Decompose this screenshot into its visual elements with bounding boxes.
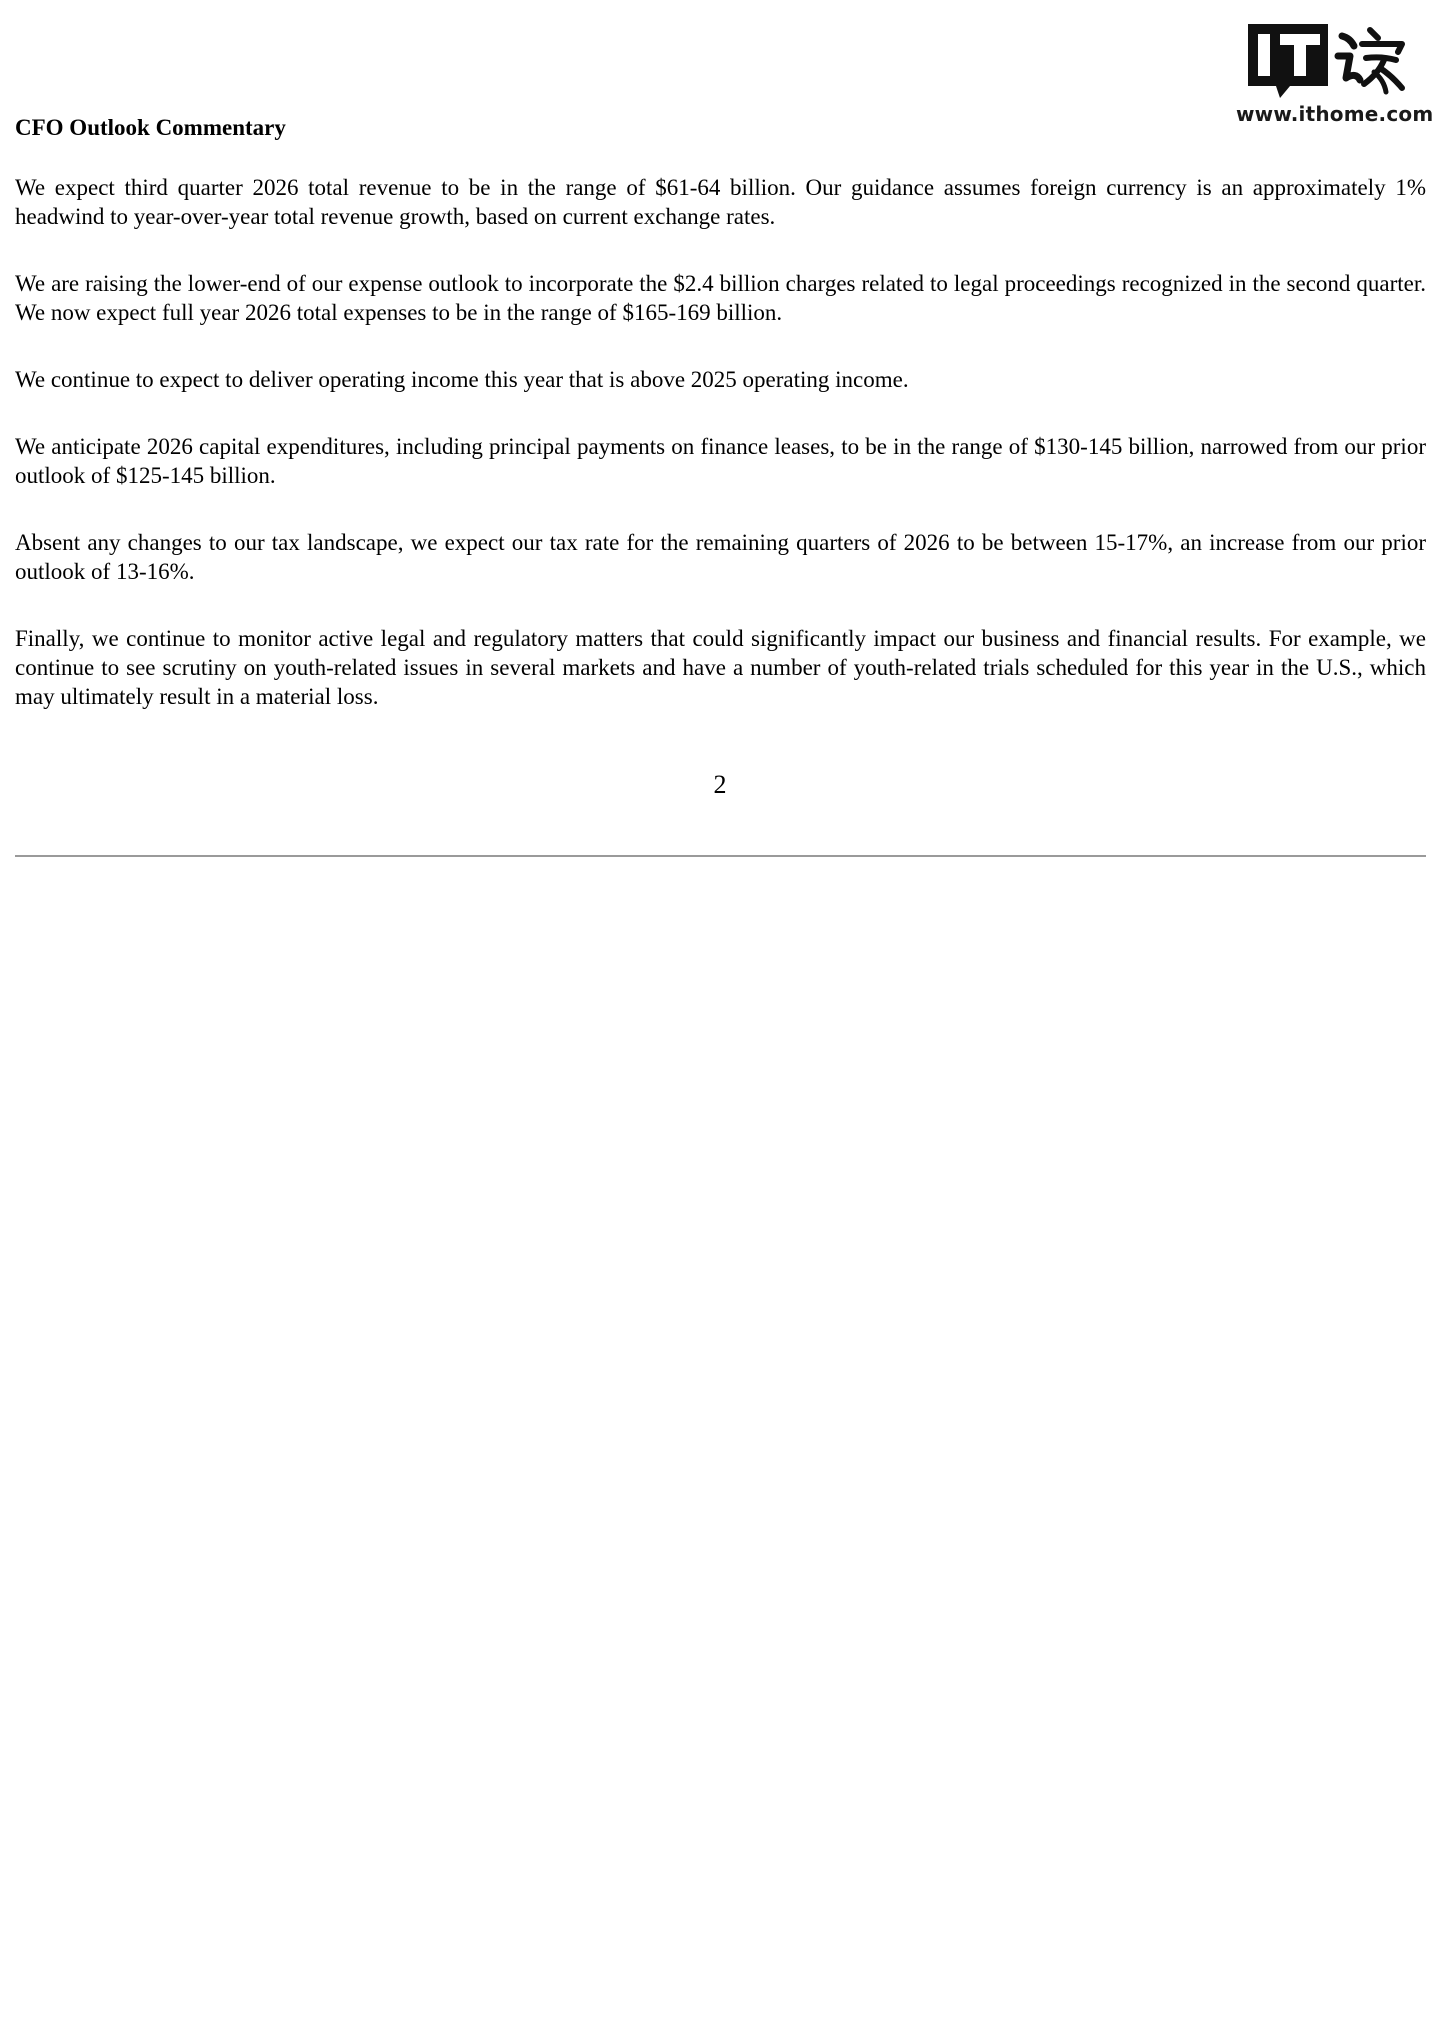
paragraph-revenue-guidance: We expect third quarter 2026 total revenue to be in the range of $61-64 billion. Our guidance assumes foreign currency is an approximately 1% headwind to year-over-year total revenue growth, based on current exchange rates. <box>15 175 1426 229</box>
watermark-url: www.ithome.com <box>1236 102 1434 126</box>
paragraph-tax-rate: Absent any changes to our tax landscape, we expect our tax rate for the remaining quarters of 2026 to be between 15-17%, an increase from our prior outlook of 13-16%. <box>15 530 1426 584</box>
page-number: 2 <box>713 770 727 799</box>
ithome-logo-icon <box>1246 22 1406 100</box>
page-divider <box>15 855 1426 857</box>
paragraph-operating-income: We continue to expect to deliver operating income this year that is above 2025 operating income. <box>15 367 909 392</box>
paragraph-legal-matters: Finally, we continue to monitor active legal and regulatory matters that could significantly impact our business and financial results. For example, we continue to see scrutiny on youth-related issues in several markets and have a number of youth-related trials scheduled for this year in the U.S., which may ultimately result in a material loss. <box>15 626 1426 709</box>
paragraph-expense-outlook: We are raising the lower-end of our expense outlook to incorporate the $2.4 billion charges related to legal proceedings recognized in the second quarter. We now expect full year 2026 total expenses to be in the range of $165-169 billion. <box>15 271 1426 325</box>
section-heading: CFO Outlook Commentary <box>15 115 286 140</box>
document-body <box>15 113 1426 749</box>
paragraph-capital-expenditures: We anticipate 2026 capital expenditures, including principal payments on finance leases, to be in the range of $130-145 billion, narrowed from our prior outlook of $125-145 billion. <box>15 434 1426 488</box>
